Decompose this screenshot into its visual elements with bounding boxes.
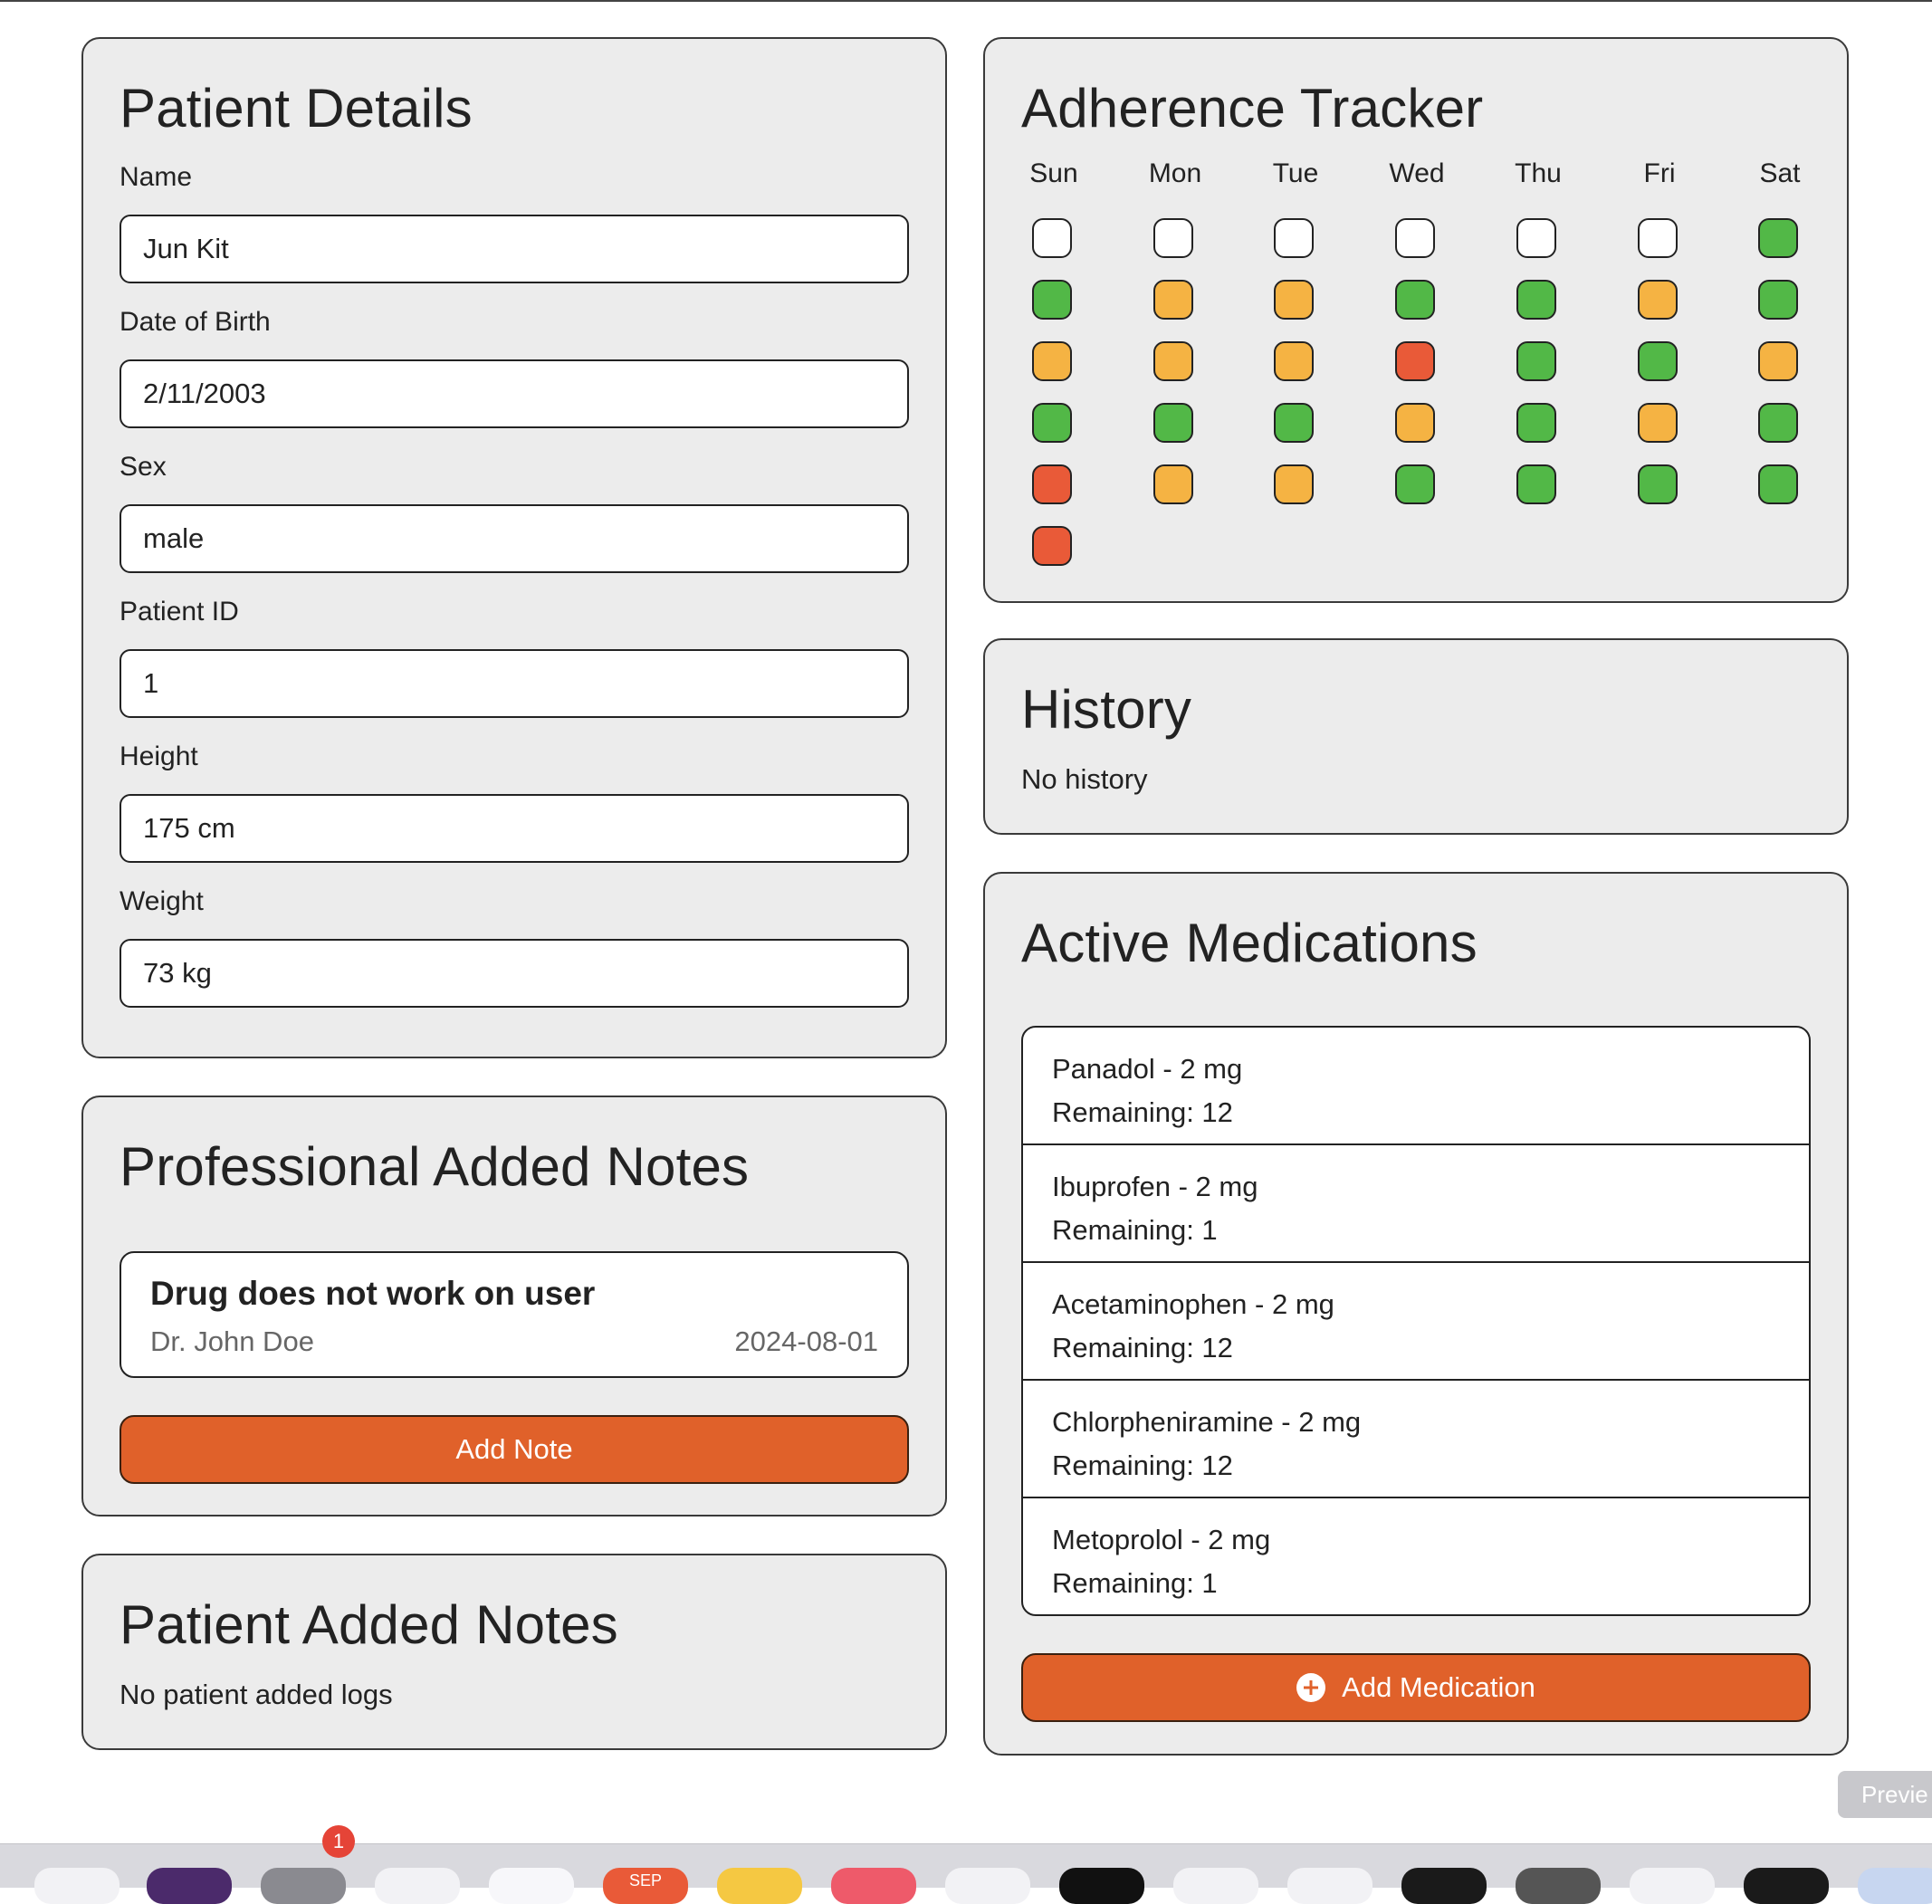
adherence-cell-empty	[1516, 218, 1556, 258]
patient-details-card	[81, 37, 947, 1058]
dock	[0, 1843, 1932, 1888]
medication-name-dose: Panadol - 2 mg	[1052, 1053, 1243, 1085]
medication-name-dose: Chlorpheniramine - 2 mg	[1052, 1406, 1362, 1438]
terminal-icon[interactable]	[1401, 1868, 1487, 1904]
name-field[interactable]	[120, 215, 909, 283]
history-empty-text: No history	[1021, 763, 1148, 795]
calendar-month-label: SEP	[628, 1871, 663, 1890]
window-top-border	[0, 0, 1932, 2]
patient-notes-empty-text: No patient added logs	[120, 1679, 393, 1710]
app-icon-lightblue[interactable]	[1287, 1868, 1372, 1904]
adherence-cell-green	[1516, 464, 1556, 504]
app-icon-gray[interactable]	[1516, 1868, 1601, 1904]
app-icon-white[interactable]	[489, 1868, 574, 1904]
height-field[interactable]	[120, 794, 909, 863]
day-header-thu: Thu	[1515, 158, 1562, 188]
adherence-cell-orange	[1153, 341, 1193, 381]
dock-tooltip: Previe	[1838, 1771, 1932, 1818]
calendar-icon[interactable]	[603, 1868, 688, 1904]
adherence-cell-empty	[1032, 218, 1072, 258]
add-medication-label: Add Medication	[1342, 1671, 1535, 1703]
adherence-cell-green	[1395, 464, 1435, 504]
patient-notes-card	[81, 1554, 947, 1750]
note-title: Drug does not work on user	[150, 1275, 596, 1312]
height-label: Height	[120, 742, 198, 771]
plus-circle-icon	[1296, 1673, 1325, 1702]
adherence-cell-orange	[1032, 341, 1072, 381]
adherence-cell-empty	[1638, 218, 1678, 258]
note-date: 2024-08-01	[734, 1325, 878, 1357]
adherence-cell-orange	[1638, 403, 1678, 443]
adherence-cell-orange	[1153, 464, 1193, 504]
history-title: History	[1021, 679, 1192, 740]
patient-details-title: Patient Details	[120, 78, 473, 139]
medication-remaining: Remaining: 12	[1052, 1332, 1233, 1363]
adherence-cell-green	[1516, 280, 1556, 320]
patient-notes-title: Patient Added Notes	[120, 1594, 618, 1655]
adherence-cell-green	[1638, 464, 1678, 504]
add-note-label: Add Note	[455, 1433, 573, 1465]
adherence-cell-orange	[1153, 280, 1193, 320]
active-medications-card	[983, 872, 1849, 1756]
preview-icon[interactable]	[1858, 1868, 1932, 1904]
adherence-cell-green	[1638, 341, 1678, 381]
adherence-cell-green	[1758, 403, 1798, 443]
app-icon-blue[interactable]	[1173, 1868, 1258, 1904]
medication-remaining: Remaining: 12	[1052, 1096, 1233, 1128]
notification-badge: 1	[322, 1825, 355, 1858]
adherence-tracker-card	[983, 37, 1849, 603]
medication-remaining: Remaining: 12	[1052, 1450, 1233, 1481]
adherence-cell-orange	[1638, 280, 1678, 320]
adherence-cell-red	[1395, 341, 1435, 381]
adherence-cell-orange	[1274, 464, 1314, 504]
note-item[interactable]	[120, 1251, 909, 1378]
history-card	[983, 638, 1849, 835]
adherence-cell-green	[1758, 218, 1798, 258]
adherence-cell-green	[1516, 341, 1556, 381]
adherence-cell-red	[1032, 526, 1072, 566]
adherence-cell-green	[1758, 280, 1798, 320]
medication-item[interactable]	[1023, 1498, 1809, 1614]
day-header-wed: Wed	[1389, 158, 1445, 188]
add-medication-button[interactable]	[1021, 1653, 1811, 1722]
adherence-cell-empty	[1274, 218, 1314, 258]
adherence-cell-orange	[1758, 341, 1798, 381]
weight-field[interactable]	[120, 939, 909, 1008]
day-header-fri: Fri	[1643, 158, 1676, 188]
medication-remaining: Remaining: 1	[1052, 1567, 1218, 1599]
medication-list	[1021, 1026, 1811, 1616]
notes-icon[interactable]	[717, 1868, 802, 1904]
note-author: Dr. John Doe	[150, 1325, 314, 1357]
dob-field[interactable]	[120, 359, 909, 428]
sex-field[interactable]	[120, 504, 909, 573]
adherence-cell-green	[1153, 403, 1193, 443]
music-icon[interactable]	[831, 1868, 916, 1904]
adherence-cell-orange	[1395, 403, 1435, 443]
activity-monitor-icon[interactable]	[1744, 1868, 1829, 1904]
adherence-cell-green	[1032, 280, 1072, 320]
medication-item[interactable]	[1023, 1381, 1809, 1498]
active-medications-title: Active Medications	[1021, 913, 1478, 973]
adherence-cell-green	[1516, 403, 1556, 443]
medication-name-dose: Metoprolol - 2 mg	[1052, 1524, 1271, 1555]
patient-id-label: Patient ID	[120, 597, 239, 627]
app-icon-white-2[interactable]	[1630, 1868, 1715, 1904]
professional-notes-title: Professional Added Notes	[120, 1136, 750, 1197]
day-header-sun: Sun	[1029, 158, 1078, 188]
app-icon-purple[interactable]	[147, 1868, 232, 1904]
adherence-cell-empty	[1153, 218, 1193, 258]
adherence-cell-orange	[1274, 280, 1314, 320]
adherence-cell-red	[1032, 464, 1072, 504]
day-header-sat: Sat	[1759, 158, 1801, 188]
launchpad-icon[interactable]	[34, 1868, 120, 1904]
adherence-cell-green	[1032, 403, 1072, 443]
name-label: Name	[120, 162, 193, 192]
adherence-cell-green	[1274, 403, 1314, 443]
adherence-tracker-title: Adherence Tracker	[1021, 78, 1484, 139]
day-header-tue: Tue	[1272, 158, 1319, 188]
medication-remaining: Remaining: 1	[1052, 1214, 1218, 1246]
adherence-cell-orange	[1274, 341, 1314, 381]
sex-label: Sex	[120, 452, 167, 482]
adherence-cell-green	[1758, 464, 1798, 504]
messages-icon[interactable]	[945, 1868, 1030, 1904]
patient-id-field[interactable]	[120, 649, 909, 718]
adherence-cell-empty	[1395, 218, 1435, 258]
day-header-mon: Mon	[1148, 158, 1202, 188]
app-icon-black[interactable]	[1059, 1868, 1144, 1904]
dob-label: Date of Birth	[120, 307, 271, 337]
adherence-cell-green	[1395, 280, 1435, 320]
medication-name-dose: Ibuprofen - 2 mg	[1052, 1171, 1258, 1202]
medication-item[interactable]	[1023, 1028, 1809, 1145]
professional-notes-card	[81, 1096, 947, 1517]
medication-item[interactable]	[1023, 1145, 1809, 1263]
add-note-button[interactable]	[120, 1415, 909, 1484]
app-icon-teal[interactable]	[375, 1868, 460, 1904]
medication-item[interactable]	[1023, 1263, 1809, 1381]
settings-icon[interactable]	[261, 1868, 346, 1904]
medication-name-dose: Acetaminophen - 2 mg	[1052, 1288, 1334, 1320]
weight-label: Weight	[120, 886, 204, 916]
